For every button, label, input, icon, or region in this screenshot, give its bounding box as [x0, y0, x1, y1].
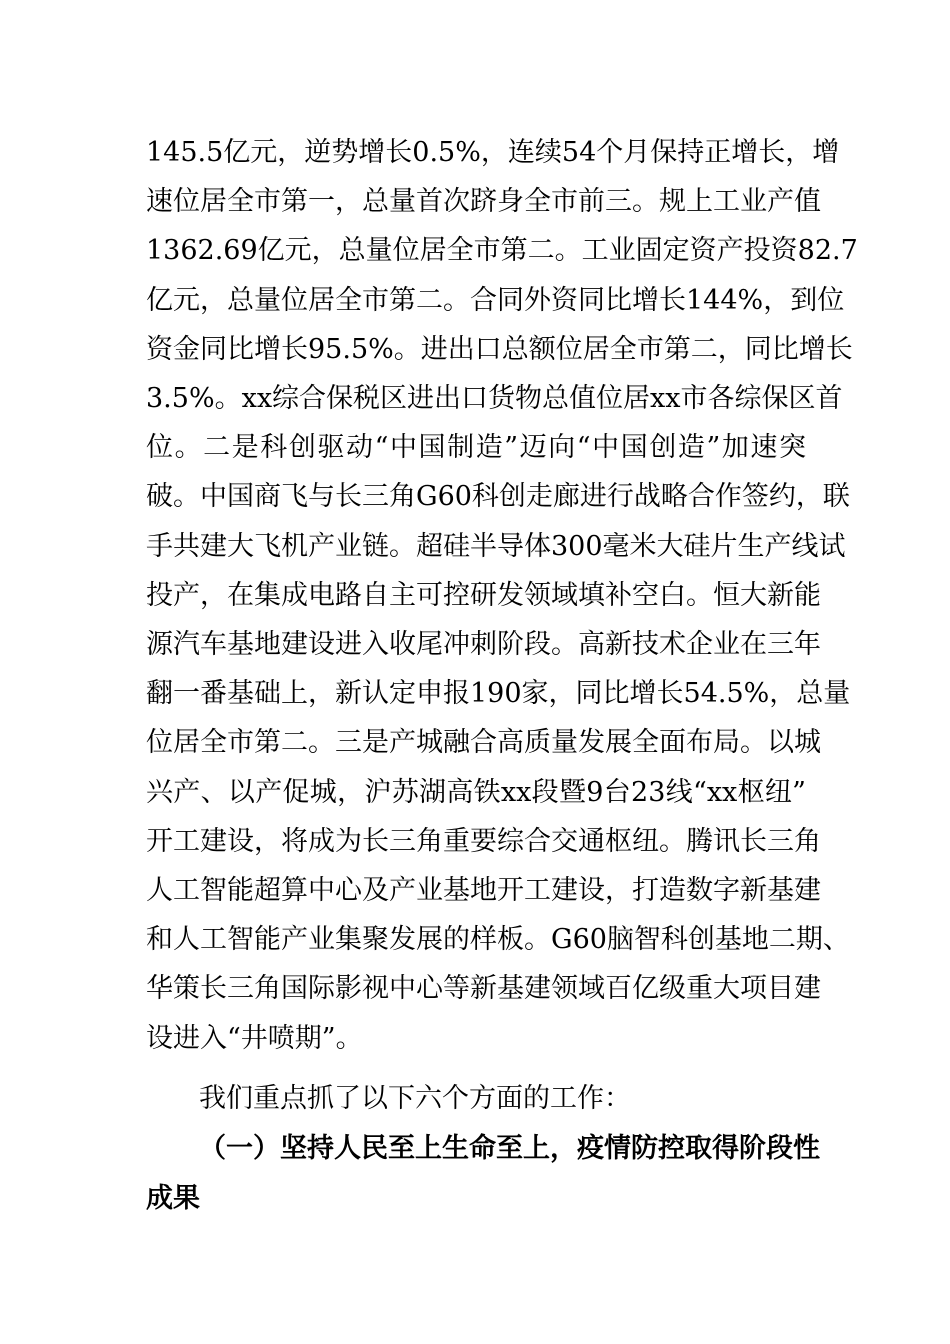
- paragraph-line: 速位居全市第一，总量首次跻身全市前三。规上工业产值: [146, 186, 821, 217]
- paragraph-line: 设进入“井喷期”。: [146, 1023, 363, 1054]
- paragraph-line: 位。二是科创驱动“中国制造”迈向“中国创造”加速突: [146, 432, 806, 463]
- paragraph-line: 1362.69亿元，总量位居全市第二。工业固定资产投资82.7: [146, 235, 858, 266]
- paragraph-line: 开工建设，将成为长三角重要综合交通枢纽。腾讯长三角: [146, 826, 821, 857]
- paragraph-line: 翻一番基础上，新认定申报190家，同比增长54.5%，总量: [146, 678, 851, 709]
- paragraph-line: 145.5亿元，逆势增长0.5%，连续54个月保持正增长，增: [146, 137, 840, 168]
- paragraph-line: 源汽车基地建设进入收尾冲刺阶段。高新技术企业在三年: [146, 629, 821, 660]
- paragraph-line: 华策长三角国际影视中心等新基建领域百亿级重大项目建: [146, 973, 821, 1004]
- body-paragraph-intro: 我们重点抓了以下六个方面的工作：: [199, 1083, 631, 1114]
- section-heading: （一）坚持人民至上生命至上，疫情防控取得阶段性: [199, 1133, 820, 1164]
- paragraph-line: 资金同比增长95.5%。进出口总额位居全市第二，同比增长: [146, 334, 853, 365]
- paragraph-line: 和人工智能产业集聚发展的样板。G60脑智科创基地二期、: [146, 924, 850, 955]
- paragraph-line: 亿元，总量位居全市第二。合同外资同比增长144%，到位: [146, 285, 845, 316]
- paragraph-line: 破。中国商飞与长三角G60科创走廊进行战略合作签约，联: [146, 481, 850, 512]
- paragraph-line: 人工智能超算中心及产业基地开工建设，打造数字新基建: [146, 875, 821, 906]
- section-heading-continuation: 成果: [146, 1183, 200, 1214]
- paragraph-line: 3.5%。xx综合保税区进出口货物总值位居xx市各综保区首: [146, 383, 843, 414]
- paragraph-line: 手共建大飞机产业链。超硅半导体300毫米大硅片生产线试: [146, 531, 846, 562]
- paragraph-line: 位居全市第二。三是产城融合高质量发展全面布局。以城: [146, 727, 821, 758]
- paragraph-line: 兴产、以产促城，沪苏湖高铁xx段暨9台23线“xx枢纽”: [146, 777, 806, 808]
- paragraph-line: 投产，在集成电路自主可控研发领域填补空白。恒大新能: [146, 580, 821, 611]
